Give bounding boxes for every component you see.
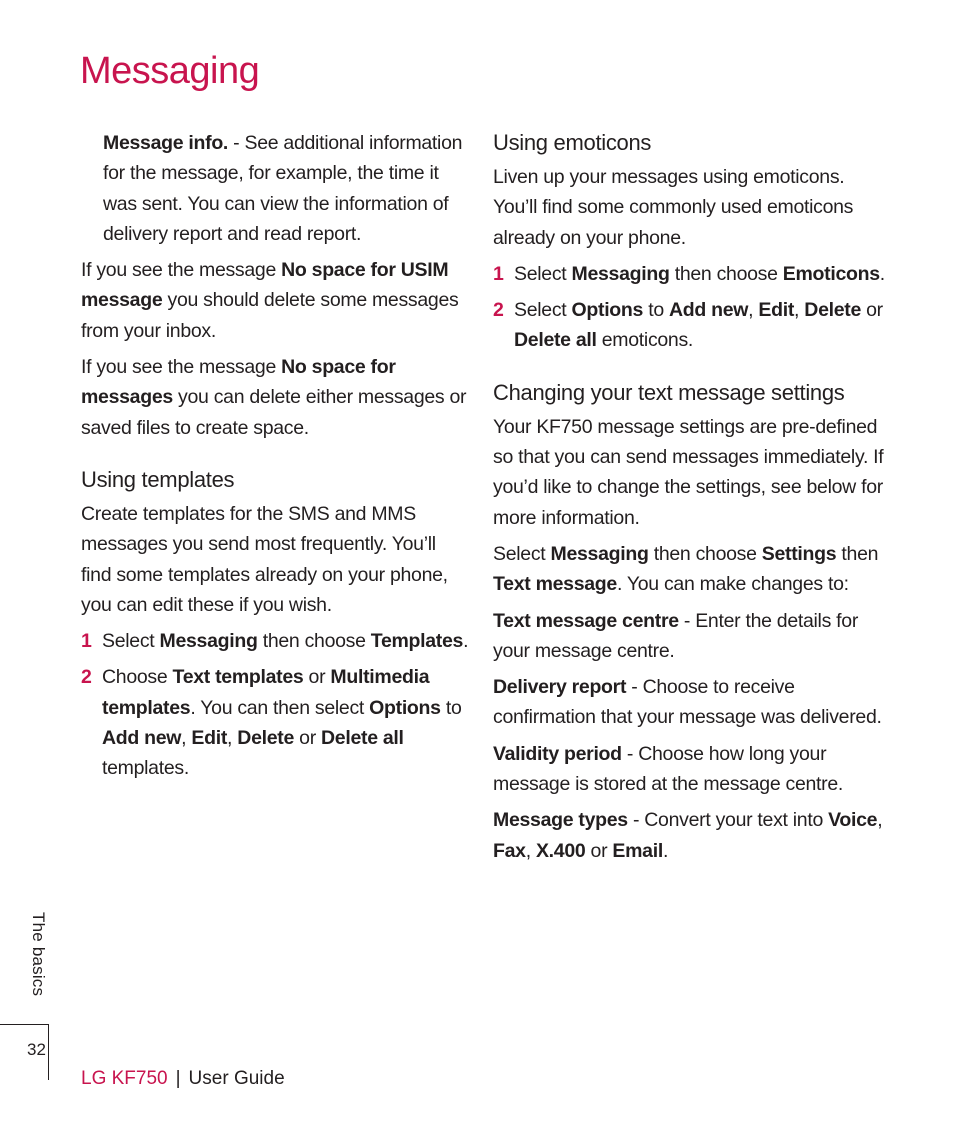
emoticons-step-2: 2 Select Options to Add new, Edit, Delete or Delete all emoticons. <box>493 299 883 352</box>
section-tab <box>22 912 52 1012</box>
setting-text-message-centre: Text message centre - Enter the details for your message centre. <box>493 609 859 662</box>
left-column <box>81 128 471 790</box>
footer-separator: | <box>175 1068 181 1089</box>
footer-brand: LG KF750 <box>81 1068 168 1089</box>
footer <box>81 1066 285 1092</box>
messages-notice-paragraph: If you see the message No space for messages you can delete either messages or saved files to create space. <box>81 356 467 439</box>
footer-guide: User Guide <box>188 1068 285 1089</box>
emoticons-intro: Liven up your messages using emoticons. You’ll find some commonly used emoticons already on your phone. <box>493 166 854 249</box>
right-column <box>493 128 893 872</box>
emoticons-heading: Using emoticons <box>493 130 652 155</box>
setting-validity-period: Validity period - Choose how long your message is stored at the message centre. <box>493 742 844 796</box>
templates-heading: Using templates <box>81 466 235 492</box>
section-divider-vertical <box>48 1024 49 1080</box>
page-title: Messaging <box>80 50 260 92</box>
emoticons-step-1: 1 Select Messaging then choose Emoticons. <box>493 262 885 285</box>
templates-step-1: 1 Select Messaging then choose Templates. <box>81 630 469 653</box>
setting-delivery-report: Delivery report - Choose to receive confirmation that your message was delivered. <box>493 676 882 729</box>
message-info-paragraph: Message info. - See additional information for the message, for example, the time it was sent. You can view the information of delivery report and read report. <box>103 132 463 245</box>
usim-notice-paragraph: If you see the message No space for USIM message you should delete some messages from your inbox. <box>81 259 459 342</box>
section-divider <box>0 1024 48 1025</box>
settings-intro: Your KF750 message settings are pre-defined so that you can send messages immediately. If you’d like to change the settings, see below for more information. <box>493 415 884 529</box>
page-number: 32 <box>27 1040 46 1059</box>
setting-message-types: Message types - Convert your text into Voice, Fax, X.400 or Email. <box>493 809 883 862</box>
settings-select-paragraph: Select Messaging then choose Settings then Text message. You can make changes to: <box>493 542 879 596</box>
section-tab-label: The basics <box>29 912 48 997</box>
settings-heading: Changing your text message settings <box>493 379 845 405</box>
templates-step-2: 2 Choose Text templates or Multimedia templates. You can then select Options to Add new, Edit, Delete or Delete all templates. <box>81 666 462 780</box>
templates-intro: Create templates for the SMS and MMS messages you send most frequently. You’ll find some templates already on your phone, you can edit these if you wish. <box>81 502 448 616</box>
